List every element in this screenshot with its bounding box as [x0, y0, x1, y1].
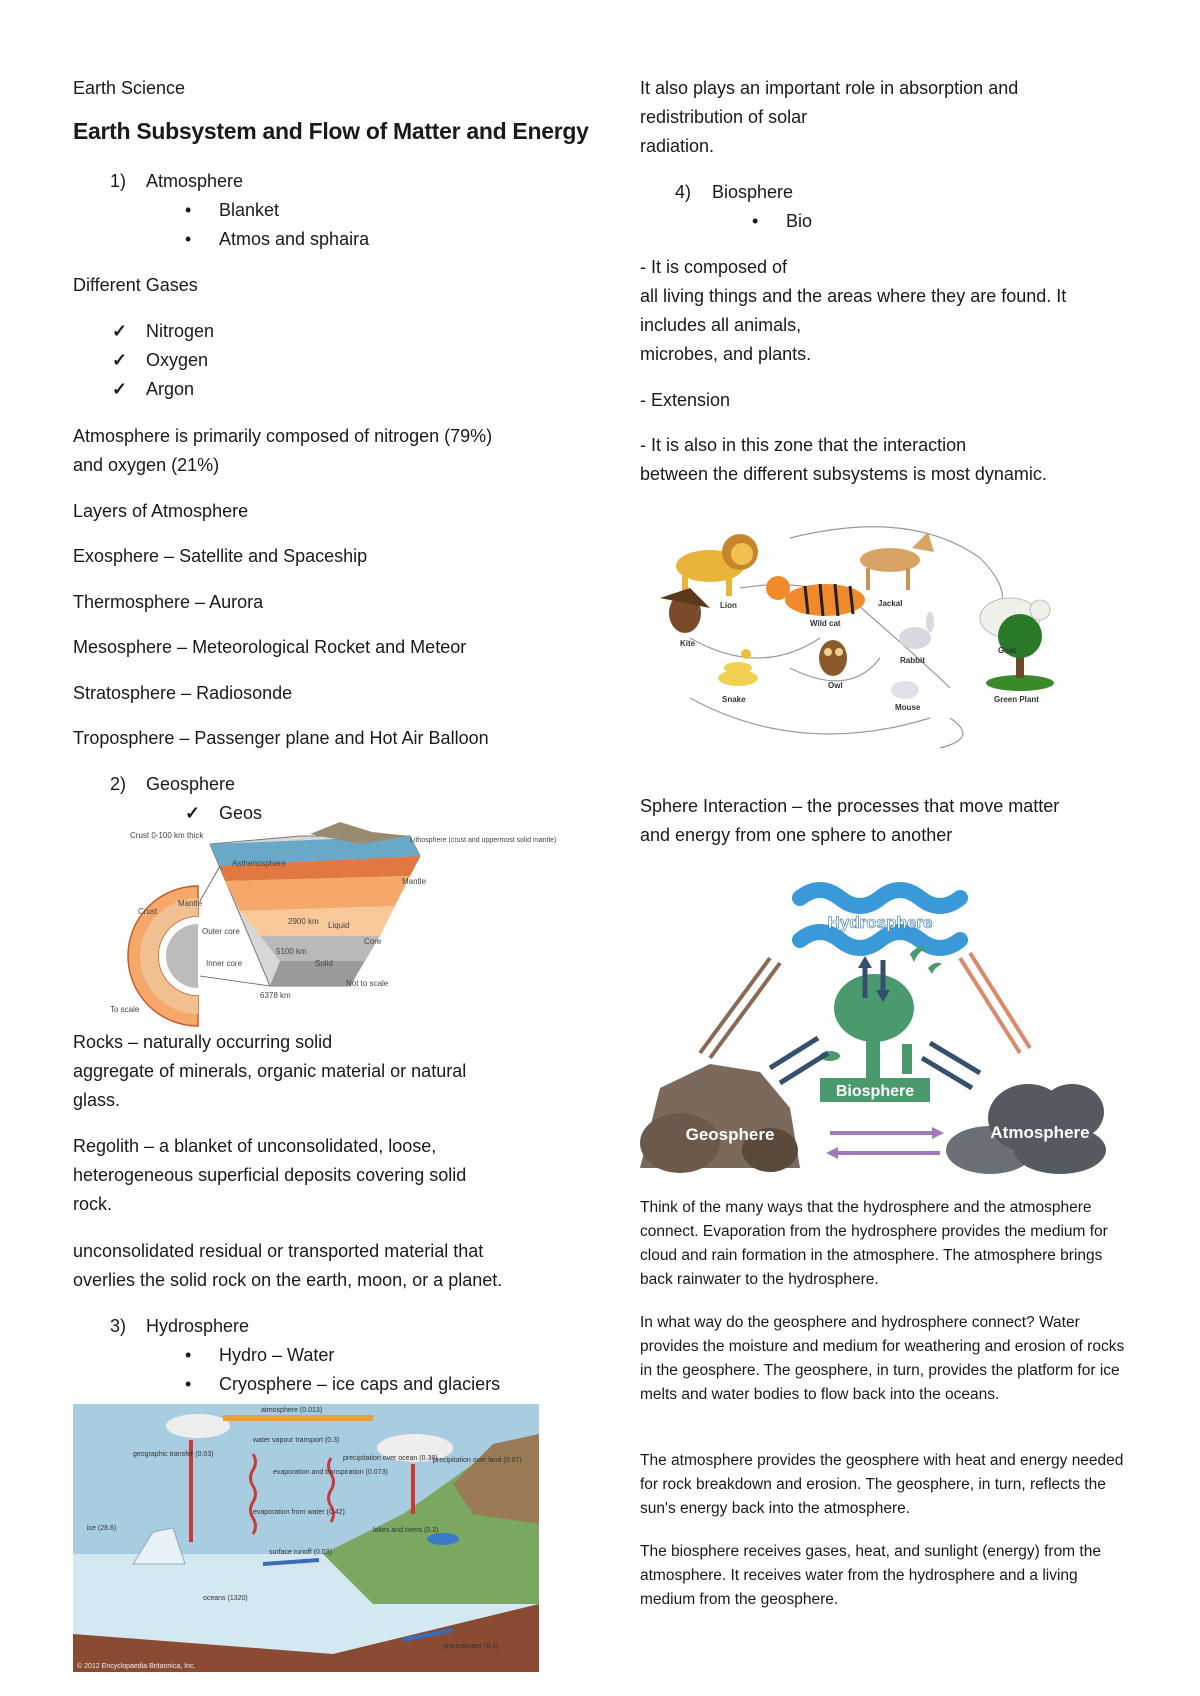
list-item: • Hydro – Water: [219, 1341, 334, 1370]
paragraph: The biosphere receives gases, heat, and sunlight (energy) from the atmosphere. It receives water from the hydrosphere and a living medium from the geosphere.: [640, 1543, 1101, 1608]
diagram-label: Mantle: [402, 877, 427, 886]
diagram-label: Not to scale: [346, 979, 389, 988]
water-cycle-figure: [73, 1404, 539, 1672]
geo-atmo-arrows: [826, 1127, 944, 1159]
list-item: • Atmos and sphaira: [219, 225, 369, 254]
diagram-label: lakes and rivers (0.2): [373, 1527, 439, 1534]
geosphere-rock-icon: [640, 1064, 800, 1173]
sphere-interaction-line: Sphere Interaction – the processes that move matter: [640, 796, 1060, 816]
regolith-line: Regolith – a blanket of unconsolidated, loose,: [73, 1136, 437, 1156]
diagram-label: Inner core: [206, 959, 243, 968]
rabbit-icon: [899, 612, 934, 649]
list-item: ✓ Argon: [146, 375, 194, 404]
animal-label: Mouse: [895, 703, 921, 712]
diagram-label: © 2012 Encyclopaedia Britannica, Inc.: [77, 1663, 196, 1670]
food-web-figure: [650, 518, 1090, 758]
composition-line: Atmosphere is primarily composed of nitrogen (79%): [73, 426, 493, 446]
regolith-line: rock.: [73, 1194, 113, 1214]
list-item: • Cryosphere – ice caps and glaciers: [219, 1370, 500, 1399]
diagram-label: geographic transfer (0.03): [133, 1451, 214, 1458]
geo-bio-arrows: [770, 1038, 828, 1083]
paragraph: The atmosphere provides the geosphere with heat and energy needed for rock breakdown and erosion. The geosphere, in turn, reflects the sun's energy back into the atmosphere.: [640, 1452, 1124, 1517]
sphere-interaction-figure: [640, 868, 1130, 1178]
paragraph: Think of the many ways that the hydrosphere and the atmosphere connect. Evaporation from the hydrosphere provides the medium for cloud and rain formation in the atmosphere. The atmosphere brings back rainwater to the hydrosphere.: [640, 1199, 1108, 1288]
atmosphere-label: Atmosphere: [990, 1123, 1090, 1142]
diagram-label: Lithosphere (crust and uppermost solid mantle): [410, 837, 557, 844]
animal-label: Kite: [680, 639, 696, 648]
earth-interior-figure: [110, 826, 557, 1016]
rocks-line: aggregate of minerals, organic material or natural: [73, 1061, 467, 1081]
owl-icon: [819, 640, 847, 676]
diagram-label: groundwater (8.4): [443, 1643, 499, 1650]
diagram-label: Liquid: [328, 921, 350, 930]
mantle-layer-1: [225, 876, 410, 911]
hydrosphere-label: Hydrosphere: [827, 913, 933, 932]
diagram-label: 2900 km: [288, 917, 319, 926]
list-item: ✓ Oxygen: [146, 346, 208, 375]
diagram-label: Asthenosphere: [232, 859, 286, 868]
biosphere-label: Biosphere: [835, 1083, 915, 1100]
hydrosphere-number: 3): [110, 1316, 127, 1336]
core-band: [166, 924, 198, 988]
layer-line: Stratosphere – Radiosonde: [73, 683, 293, 703]
diagram-label: Mantle: [178, 899, 203, 908]
solar-line: radiation.: [640, 136, 715, 156]
page-title: Earth Subsystem and Flow of Matter and Energy: [73, 118, 589, 144]
sphere-interaction-line: and energy from one sphere to another: [640, 825, 953, 845]
regolith-line: heterogeneous superficial deposits covering solid: [73, 1165, 467, 1185]
animal-label: Owl: [828, 681, 843, 690]
hydrosphere-heading: Hydrosphere: [146, 1316, 250, 1336]
composed-line: includes all animals,: [640, 315, 802, 335]
list-item: ✓ Geos: [219, 799, 262, 828]
animal-label: Rabbit: [900, 656, 925, 665]
diagram-label: oceans (1320): [203, 1595, 248, 1602]
list-item: • Bio: [786, 207, 812, 236]
diagram-label: surface runoff (0.03): [269, 1549, 332, 1556]
animal-label: Goat: [998, 646, 1017, 655]
diagram-label: Core: [364, 937, 382, 946]
gases-heading: Different Gases: [73, 275, 198, 295]
diagram-label: water vapour transport (0.3): [253, 1437, 340, 1444]
animal-label: Wild cat: [810, 619, 841, 628]
lake: [427, 1533, 459, 1545]
solar-line: redistribution of solar: [640, 107, 808, 127]
rocks-line: Rocks – naturally occurring solid: [73, 1032, 333, 1052]
composed-line: microbes, and plants.: [640, 344, 812, 364]
composition-line: and oxygen (21%): [73, 455, 220, 475]
atmosphere-number: 1): [110, 171, 127, 191]
geosphere-heading: Geosphere: [146, 774, 236, 794]
diagram-label: Crust: [138, 907, 158, 916]
diagram-label: precipitation over ocean (0.38): [343, 1455, 438, 1462]
paragraph: In what way do the geosphere and hydrosphere connect? Water provides the moisture and medium for weathering and erosion of rocks in the geosphere. The geosphere, in turn, provides the platform for ice melts and water bodies to flow back into the oceans.: [640, 1314, 1125, 1403]
kite-icon: [660, 588, 710, 633]
composed-line: - It is composed of: [640, 257, 788, 277]
subject-label: Earth Science: [73, 78, 186, 98]
diagram-label: precipitation over land (0.07): [433, 1457, 522, 1464]
atmosphere-heading: Atmosphere: [146, 171, 244, 191]
layers-heading: Layers of Atmosphere: [73, 501, 249, 521]
animal-label: Snake: [722, 695, 746, 704]
geo-hydro-arrows: [700, 958, 780, 1058]
list-item: ✓ Nitrogen: [146, 317, 214, 346]
layer-line: Mesosphere – Meteorological Rocket and Meteor: [73, 637, 467, 657]
jackal-icon: [860, 532, 934, 590]
zone-line: between the different subsystems is most dynamic.: [640, 464, 1047, 484]
geosphere-label: Geosphere: [685, 1125, 775, 1144]
composed-line: all living things and the areas where they are found. It: [640, 286, 1067, 306]
cloud: [166, 1414, 230, 1438]
diagram-label: Outer core: [202, 927, 240, 936]
extension-line: - Extension: [640, 390, 731, 410]
biosphere-number: 4): [675, 182, 692, 202]
diagram-label: evaporation from water (0.42): [253, 1509, 345, 1516]
diagram-label: To scale: [110, 1005, 140, 1014]
animal-label: Lion: [720, 601, 737, 610]
diagram-label: evaporation and transpiration (0.073): [273, 1469, 388, 1476]
list-item: • Blanket: [219, 196, 279, 225]
geosphere-number: 2): [110, 774, 127, 794]
zone-line: - It is also in this zone that the interaction: [640, 435, 967, 455]
animal-label: Jackal: [878, 599, 903, 608]
biosphere-heading: Biosphere: [712, 182, 794, 202]
bio-atmo-arrows: [922, 1043, 980, 1088]
solar-line: It also plays an important role in absorption and: [640, 78, 1019, 98]
diagram-label: Crust 0-100 km thick: [130, 831, 204, 840]
mouse-icon: [891, 681, 919, 699]
diagram-label: ice (28.6): [87, 1525, 117, 1532]
diagram-label: atmosphere (0.013): [261, 1407, 323, 1414]
snake-icon: [718, 649, 758, 686]
diagram-label: Solid: [315, 959, 333, 968]
diagram-label: 5100 km: [276, 947, 307, 956]
tiger-icon: [766, 576, 865, 616]
unconsolidated-line: overlies the solid rock on the earth, moon, or a planet.: [73, 1270, 503, 1290]
diagram-label: 6378 km: [260, 991, 291, 1000]
hydro-atmo-arrows: [960, 953, 1030, 1053]
layer-line: Troposphere – Passenger plane and Hot Air Balloon: [73, 728, 489, 748]
unconsolidated-line: unconsolidated residual or transported material that: [73, 1241, 484, 1261]
animal-label: Green Plant: [994, 695, 1039, 704]
layer-line: Thermosphere – Aurora: [73, 592, 264, 612]
layer-line: Exosphere – Satellite and Spaceship: [73, 546, 368, 566]
rocks-line: glass.: [73, 1090, 121, 1110]
